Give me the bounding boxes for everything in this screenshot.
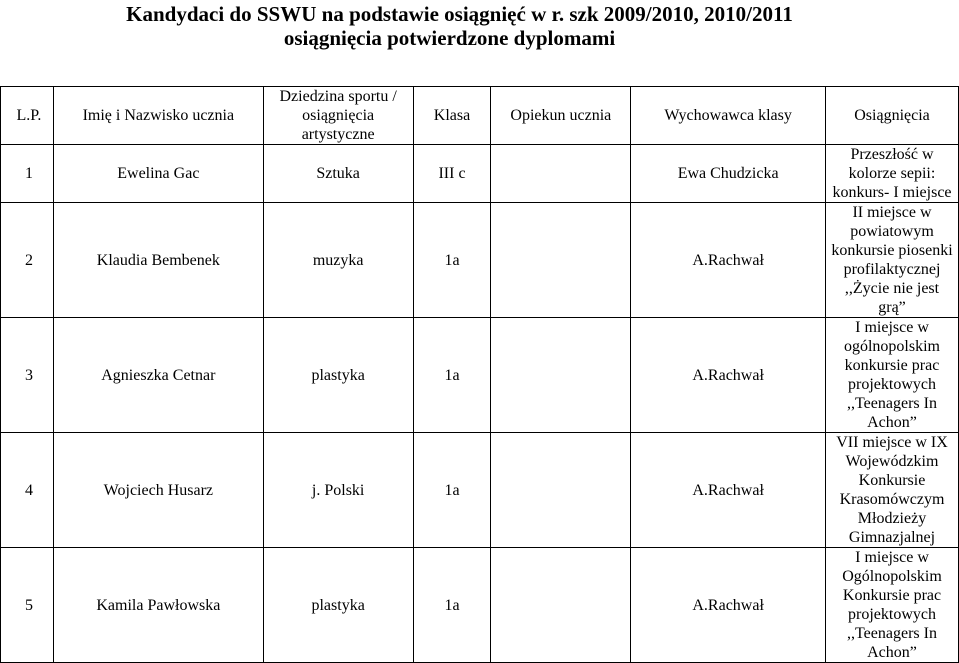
achievement-line: Konkursie prac <box>842 587 942 604</box>
header-tutor: Wychowawca klasy <box>631 87 826 145</box>
cell-tutor: A.Rachwał <box>631 203 826 318</box>
achievement-line: Achon” <box>867 644 917 661</box>
cell-name: Agnieszka Cetnar <box>53 318 263 433</box>
table-row <box>1 318 959 433</box>
achievement-line: grą” <box>878 299 906 316</box>
achievement-line: powiatowym <box>850 223 934 240</box>
achievement-line: konkursie prac <box>844 357 940 374</box>
candidates-table <box>0 86 959 663</box>
achievement-line: VII miejsce w IX <box>836 434 948 451</box>
cell-name: Wojciech Husarz <box>53 433 263 548</box>
achievement-line: profilaktycznej <box>843 261 941 278</box>
achievement-line: Konkursie <box>858 472 926 489</box>
table-row <box>1 145 959 203</box>
achievement-line: Wojewódzkim <box>845 453 939 470</box>
cell-domain: Sztuka <box>263 145 413 203</box>
cell-class: 1a <box>413 548 491 663</box>
header-domain <box>263 87 413 145</box>
header-lp: L.P. <box>1 87 54 145</box>
achievement-line: Achon” <box>867 414 917 431</box>
cell-guardian <box>491 203 631 318</box>
header-domain-line: Dziedzina sportu / <box>279 88 397 105</box>
cell-lp: 4 <box>1 433 54 548</box>
achievement-line: Młodzieży <box>857 510 927 527</box>
achievement-line: I miejsce w <box>855 549 929 566</box>
cell-tutor: Ewa Chudzicka <box>631 145 826 203</box>
achievement-line: II miejsce w <box>852 204 932 221</box>
achievement-line: I miejsce w <box>855 319 929 336</box>
achievement-line: ogólnopolskim <box>843 338 940 355</box>
document-title: Kandydaci do SSWU na podstawie osiągnięć w r. szk 2009/2010, 2010/2011 <box>126 2 793 26</box>
table-row <box>1 433 959 548</box>
cell-guardian <box>491 145 631 203</box>
cell-achievements <box>826 433 959 548</box>
table-header-row <box>1 87 959 145</box>
achievement-line: ,,Życie nie jest <box>844 280 940 297</box>
document-subtitle: osiągnięcia potwierdzone dyplomami <box>283 26 616 50</box>
cell-domain: j. Polski <box>263 433 413 548</box>
cell-achievements <box>826 145 959 203</box>
cell-class: 1a <box>413 433 491 548</box>
cell-tutor: A.Rachwał <box>631 548 826 663</box>
cell-domain: muzyka <box>263 203 413 318</box>
header-class: Klasa <box>413 87 491 145</box>
achievement-line: Ogólnopolskim <box>842 568 942 585</box>
cell-name: Ewelina Gac <box>53 145 263 203</box>
cell-achievements <box>826 548 959 663</box>
achievement-line: projektowych <box>848 376 936 393</box>
cell-tutor: A.Rachwał <box>631 433 826 548</box>
header-domain-line: osiągnięcia <box>302 107 375 124</box>
achievement-line: Krasomówczym <box>839 491 945 508</box>
cell-lp: 3 <box>1 318 54 433</box>
cell-name: Klaudia Bembenek <box>53 203 263 318</box>
cell-domain: plastyka <box>263 548 413 663</box>
cell-guardian <box>491 318 631 433</box>
achievement-line: Przeszłość w <box>850 146 934 163</box>
achievement-line: projektowych <box>848 606 936 623</box>
table-row <box>1 548 959 663</box>
cell-domain: plastyka <box>263 318 413 433</box>
cell-achievements <box>826 203 959 318</box>
table-row <box>1 203 959 318</box>
header-achievements: Osiągnięcia <box>826 87 959 145</box>
header-domain-line: artystyczne <box>301 126 375 143</box>
cell-lp: 2 <box>1 203 54 318</box>
cell-lp: 1 <box>1 145 54 203</box>
achievement-line: konkurs- I miejsce <box>832 184 952 201</box>
achievement-line: Gimnazjalnej <box>848 529 936 546</box>
header-guardian: Opiekun ucznia <box>491 87 631 145</box>
header-name: Imię i Nazwisko ucznia <box>53 87 263 145</box>
achievement-line: konkursie piosenki <box>831 242 953 259</box>
achievement-line: ,,Teenagers In <box>847 625 937 642</box>
cell-name: Kamila Pawłowska <box>53 548 263 663</box>
cell-lp: 5 <box>1 548 54 663</box>
cell-guardian <box>491 548 631 663</box>
cell-achievements <box>826 318 959 433</box>
cell-class: 1a <box>413 203 491 318</box>
achievement-line: ,,Teenagers In <box>847 395 937 412</box>
cell-guardian <box>491 433 631 548</box>
cell-class: III c <box>413 145 491 203</box>
cell-class: 1a <box>413 318 491 433</box>
achievement-line: kolorze sepii: <box>848 165 936 182</box>
cell-tutor: A.Rachwał <box>631 318 826 433</box>
